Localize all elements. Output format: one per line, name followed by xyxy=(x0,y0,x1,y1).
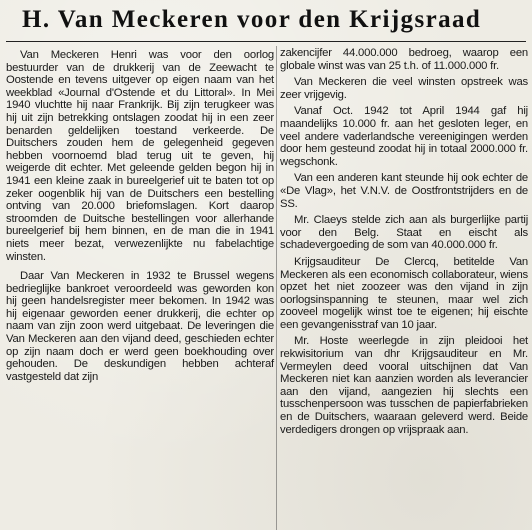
right-paragraph-5: Mr. Claeys stelde zich aan als burgerlijke partij voor den Belg. Staat en eischt als schadevergoeding de som van 40.000.000 fr. xyxy=(280,214,528,252)
headline-rule xyxy=(6,41,526,42)
column-divider xyxy=(276,46,277,530)
right-paragraph-6: Krijgsauditeur De Clercq, betitelde Van Meckeren als een economisch collaborateur, wiens opzet het niet zoozeer was den vijand in zijn oorlogsinspanning te steunen, maar wel zich zooveel mogelijk winst toe te eigenen; hij eischte een gevangenisstraf van 10 jaar. xyxy=(280,255,528,331)
left-paragraph-2: Daar Van Meckeren in 1932 te Brussel wegens bedrieglijke bankroet veroordeeld was geworden kon hij geen handelsregister meer bekomen. In 1942 was hij eigenaar geworden eener drukkerij, die echter op naam van zijn zoon werd uitgebaat. De leveringen die Van Meckeren aan den vijand deed, geschieden echter op zijn naam doch er werd geen boekhouding over gehouden. De deskundigen hebben achteraf vastgesteld dat zijn xyxy=(6,270,274,383)
right-paragraph-3: Vanaf Oct. 1942 tot April 1944 gaf hij maandelijks 10.000 fr. aan het gesloten leger, en veel andere vaderlandsche vereenigingen werden door hem gesteund zoodat hij in totaal 2000.000 fr. wegschonk. xyxy=(280,105,528,168)
article-headline: H. Van Meckeren voor den Krijgsraad xyxy=(22,6,482,33)
article-left-column xyxy=(6,49,274,387)
left-paragraph-1: Van Meckeren Henri was voor den oorlog bestuurder van de drukkerij van de Zeewacht te Oostende en tevens uitgever op eigen naam van het weekblad «Journal d'Ostende et du Littoral». In Mei 1940 vluchtte hij naar Frankrijk. Bij zijn terugkeer was hij uit zijn betrekking ontslagen zoodat hij in een zeer benarden geldelijken toestand verkeerde. De Duitschers zouden hem de gelegenheid gegeven hebben voornoemd blad terug uit te geven, hij weigerde dit echter. Met geleende gelden begon hij in 1941 een kleine zaak in bureelgerief uit te baten tot op zeker oogenblik hij van de Duitschers een bestelling ontving van 20.000 briefomslagen. Kort daarop stroomden de Duitsche bestellingen voor allerhande bureelgerief bij hem binnen, en de man die in 1941 niets meer bezat, verwezenlijkte nu fabelachtige winsten. xyxy=(6,49,274,263)
article-right-column xyxy=(280,47,528,440)
right-paragraph-2: Van Meckeren die veel winsten opstreek was zeer vrijgevig. xyxy=(280,76,528,101)
right-paragraph-4: Van een anderen kant steunde hij ook echter de «De Vlag», het V.N.V. de Oostfrontstrijders en de SS. xyxy=(280,172,528,210)
right-paragraph-7: Mr. Hoste weerlegde in zijn pleidooi het rekwisitorium van dhr Krijgsauditeur en Mr. Vermeylen deed vooral uitschijnen dat Van Meckeren niet kan aanzien worden als leverancier aan den vijand, aangezien hij slechts een tusschenpersoon was tusschen de papierfabrieken en de Duitschers, waaraan geleverd werd. Beide verdedigers drongen op vrijspraak aan. xyxy=(280,335,528,436)
right-paragraph-1: zakencijfer 44.000.000 bedroeg, waarop een globale winst was van 25 t.h. of 11.000.000 fr. xyxy=(280,47,528,72)
